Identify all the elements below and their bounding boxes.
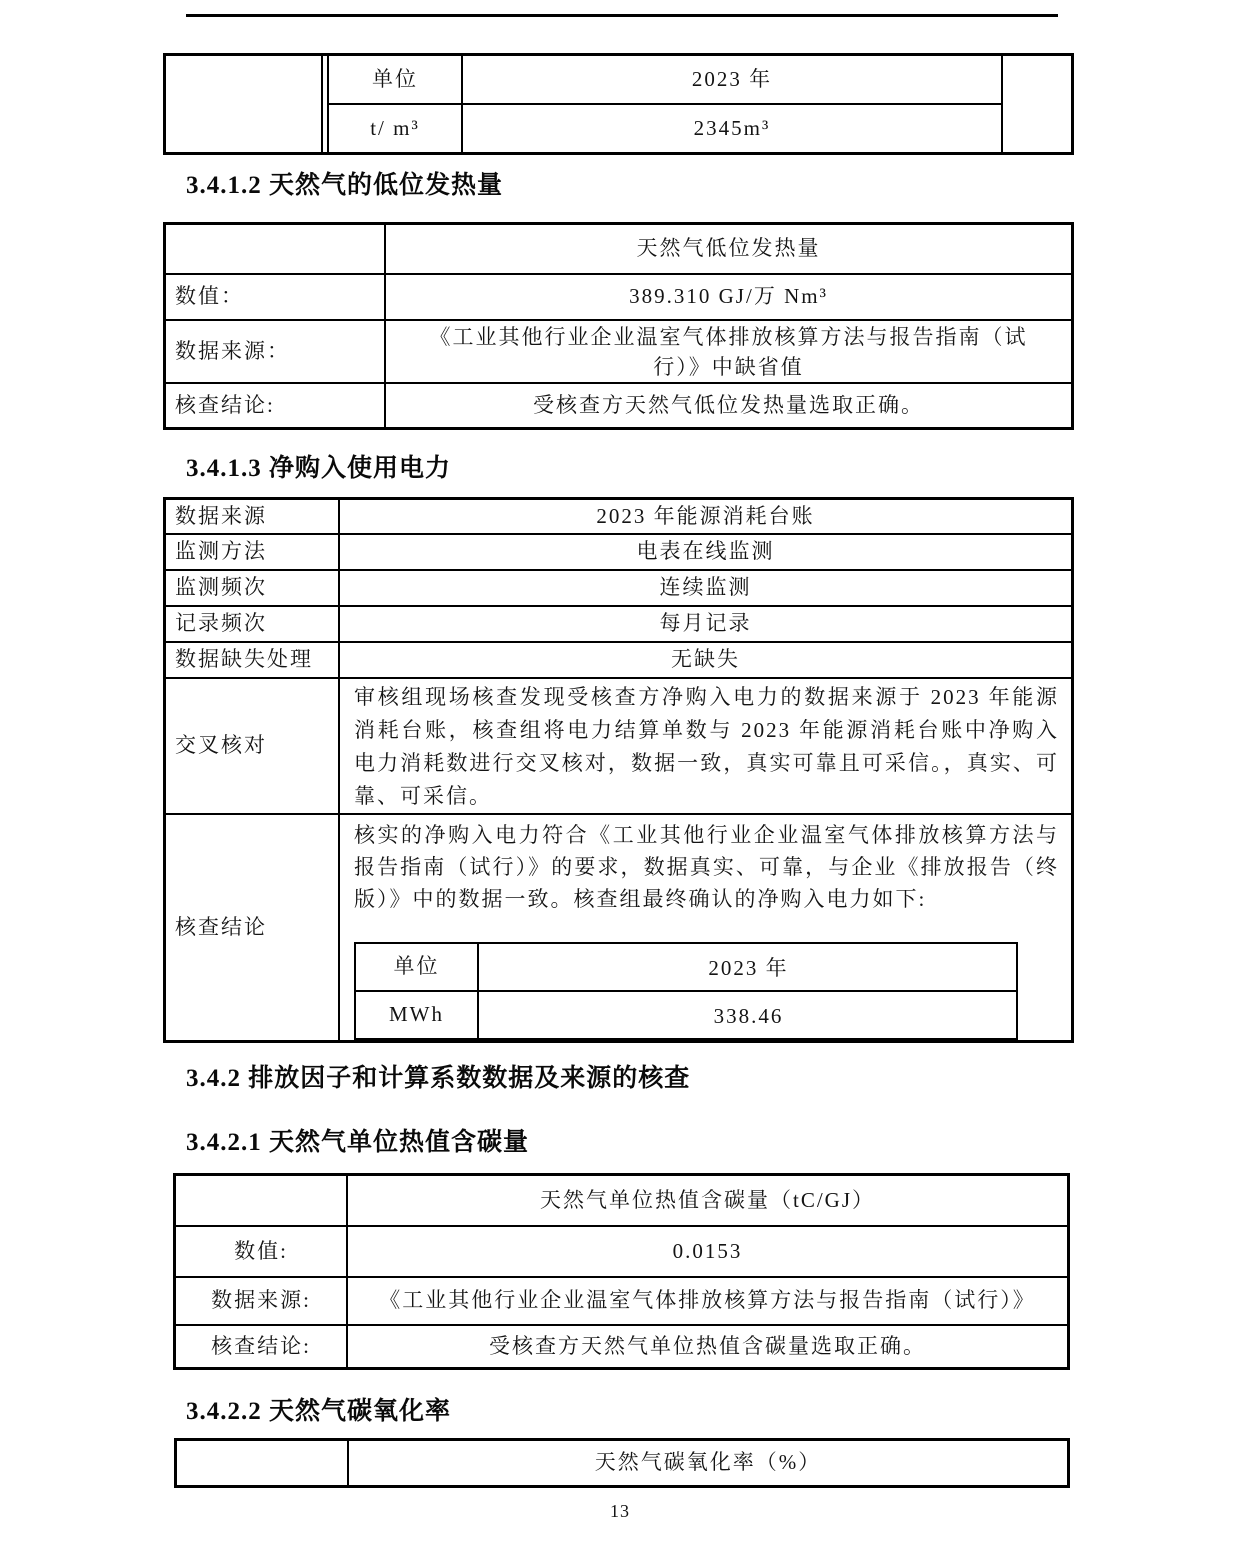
table-row — [166, 319, 1071, 382]
table-header: 天然气单位热值含碳量（tC/GJ） — [539, 1187, 875, 1212]
table-header: 天然气碳氧化率（%） — [594, 1450, 822, 1475]
table-header-row — [166, 225, 1071, 273]
table-row — [166, 569, 1071, 605]
table-row — [176, 1324, 1067, 1367]
table-row — [166, 605, 1071, 641]
section-heading-3412: 3.4.1.2 天然气的低位发热量 — [186, 172, 504, 199]
row-value: 2023 年能源消耗台账 — [596, 503, 815, 528]
row-value: 2023 年 — [708, 956, 789, 981]
row-value: 连续监测 — [659, 575, 752, 600]
row-value: 无缺失 — [671, 647, 740, 672]
row-value: 电表在线监测 — [636, 539, 775, 564]
fuel-consumption-table-fragment — [163, 53, 1074, 155]
row-value: 2345m³ — [693, 115, 771, 140]
table-row — [166, 533, 1071, 569]
fuel-inner-table — [327, 56, 1003, 152]
row-value: 0.0153 — [672, 1238, 743, 1263]
section-heading-3422: 3.4.2.2 天然气碳氧化率 — [186, 1398, 452, 1425]
row-label — [176, 1176, 348, 1225]
row-value: 2023 年 — [691, 66, 773, 91]
row-label: 数据缺失处理 — [166, 643, 340, 677]
table-header-row — [177, 1441, 1067, 1485]
electricity-table — [163, 497, 1074, 1043]
table-row — [176, 1225, 1067, 1276]
row-value: 《工业其他行业企业温室气体排放核算方法与报告指南（试行）》 — [379, 1288, 1036, 1313]
table-row — [166, 382, 1071, 427]
table-row — [166, 641, 1071, 677]
row-value: 受核查方天然气低位发热量选取正确。 — [533, 392, 924, 417]
table-row — [329, 56, 1001, 103]
row-label — [166, 225, 386, 273]
electricity-inner-table — [354, 942, 1018, 1040]
row-label: 数据来源 — [166, 500, 340, 533]
cross-check-row — [166, 677, 1071, 813]
row-value: 389.310 GJ/万 Nm³ — [629, 284, 828, 309]
table-header: 天然气低位发热量 — [636, 236, 821, 261]
table-row — [166, 500, 1071, 533]
section-heading-342: 3.4.2 排放因子和计算系数数据及来源的核查 — [186, 1065, 691, 1092]
section-heading-3413: 3.4.1.3 净购入使用电力 — [186, 455, 452, 482]
table-row — [329, 103, 1001, 152]
row-label: 核查结论: — [176, 1326, 348, 1367]
row-value: 《工业其他行业企业温室气体排放核算方法与报告指南（试行）》中缺省值 — [429, 324, 1028, 379]
row-label: MWh — [356, 992, 479, 1038]
row-label: 记录频次 — [166, 607, 340, 641]
row-value: 每月记录 — [659, 611, 752, 636]
row-label: 监测方法 — [166, 535, 340, 569]
table-row — [356, 990, 1016, 1038]
table-row — [166, 273, 1071, 319]
header-rule — [186, 14, 1058, 17]
row-label: 数据来源： — [166, 321, 386, 382]
row-label: 交叉核对 — [166, 679, 340, 813]
row-value — [340, 815, 1071, 1040]
row-label: 数据来源: — [176, 1278, 348, 1324]
conclusion-row — [166, 813, 1071, 1040]
row-value: 审核组现场核查发现受核查方净购入电力的数据来源于 2023 年能源消耗台账，核查组将电力结算单数与 2023 年能源消耗台账中净购入电力消耗数进行交叉核对，数据一致，真实可靠且可采信。，真实、可靠、可采信。 — [354, 685, 1059, 808]
table-row — [356, 944, 1016, 990]
row-value: 338.46 — [713, 1004, 784, 1029]
row-label: t/ m³ — [329, 105, 463, 152]
row-label: 数值： — [166, 275, 386, 319]
empty-cell — [1003, 56, 1071, 152]
row-label: 单位 — [356, 944, 479, 990]
empty-cell — [166, 56, 323, 152]
carbon-content-table — [173, 1173, 1070, 1370]
row-label: 单位 — [329, 56, 463, 103]
row-label: 核查结论: — [166, 384, 386, 427]
row-label: 数值: — [176, 1227, 348, 1276]
row-value: 受核查方天然气单位热值含碳量选取正确。 — [489, 1333, 926, 1358]
section-heading-3421: 3.4.2.1 天然气单位热值含碳量 — [186, 1129, 530, 1156]
page-number: 13 — [610, 1501, 630, 1521]
row-label: 监测频次 — [166, 571, 340, 605]
conclusion-text: 核实的净购入电力符合《工业其他行业企业温室气体排放核算方法与报告指南（试行）》的要求，数据真实、可靠，与企业《排放报告（终版）》中的数据一致。核查组最终确认的净购入电力如下: — [354, 823, 1059, 911]
ncv-table — [163, 222, 1074, 430]
table-row — [176, 1276, 1067, 1324]
table-header-row — [176, 1176, 1067, 1225]
oxidation-rate-table — [174, 1438, 1070, 1488]
row-label: 核查结论 — [166, 815, 340, 1040]
row-label — [177, 1441, 349, 1485]
